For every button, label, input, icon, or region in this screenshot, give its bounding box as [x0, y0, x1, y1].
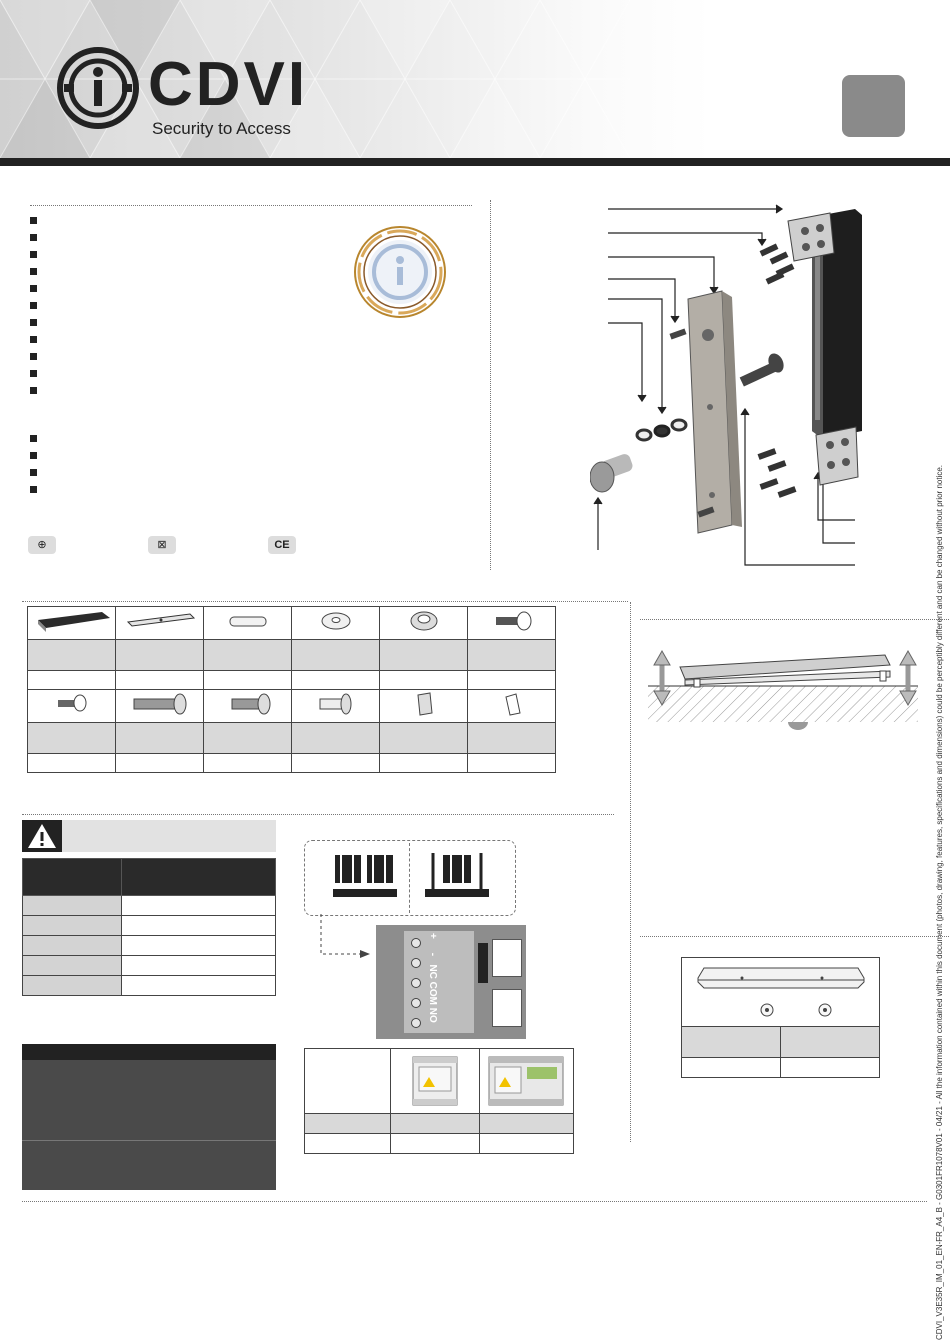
- bullet: [30, 285, 37, 292]
- bullet: [30, 435, 37, 442]
- terminal-com: COM: [427, 981, 438, 1006]
- bullet: [30, 469, 37, 476]
- vertical-divider: [630, 602, 631, 1142]
- power-supply-a-image: [391, 1049, 480, 1114]
- rubber-washer-thumb: [380, 607, 468, 640]
- brand-tagline: Security to Access: [152, 119, 291, 138]
- accessories-table: [27, 606, 556, 773]
- bullet: [30, 251, 37, 258]
- info-panel-header: [22, 1044, 276, 1060]
- bullet: [30, 217, 37, 224]
- armature-thumb: [116, 607, 204, 640]
- bullet: [30, 336, 37, 343]
- info-panel-divider: [22, 1140, 276, 1141]
- jumper-divider: [409, 843, 410, 913]
- bullet: [30, 387, 37, 394]
- exploded-view-diagram: [590, 195, 880, 575]
- terminal-nc: NC: [427, 964, 438, 979]
- terminal-labels: [426, 933, 438, 1023]
- bullet: [30, 234, 37, 241]
- section-divider: [640, 936, 950, 937]
- bullet: [30, 452, 37, 459]
- jumper-block: [478, 943, 488, 983]
- warning-icon: [22, 820, 62, 852]
- section-divider: [22, 601, 628, 602]
- terminal-plus: +: [427, 933, 438, 939]
- quality-seal-icon: [350, 222, 450, 322]
- terminal-board: [376, 925, 526, 1039]
- bullet: [30, 268, 37, 275]
- jumper-setting-b-icon: [425, 849, 489, 901]
- page-header: [0, 0, 950, 158]
- document-reference-note: CDVI_V3E35R_IM_01_EN-FR_A4_B - G0301FR1078V01 - 04/21 - All the information contained within this document (photos, drawing, features, specifications and dimensions) could be perceptibly different and can be changed without prior notice.: [935, 464, 944, 1340]
- bracket-image-frame: [681, 957, 880, 1027]
- adjustment-diagram: [640, 625, 925, 760]
- info-panel: [22, 1044, 276, 1190]
- dashed-arrow: [318, 914, 378, 964]
- connector: [492, 939, 522, 977]
- terminal-screws: [406, 933, 426, 1033]
- jumper-setting-a-icon: [333, 849, 397, 901]
- warning-header: [22, 820, 276, 852]
- section-divider: [22, 814, 614, 815]
- terminal-no: NO: [427, 1007, 438, 1023]
- template-thumb: [468, 690, 556, 723]
- screw-thumb: [468, 607, 556, 640]
- power-supply-table: [304, 1048, 574, 1154]
- weee-bin-icon: ⊠: [148, 536, 176, 554]
- pin-thumb: [204, 607, 292, 640]
- vertical-divider: [490, 200, 491, 570]
- bullet: [30, 319, 37, 326]
- specification-table: [22, 858, 276, 996]
- mounting-plate-thumb: [380, 690, 468, 723]
- magnet-thumb: [28, 607, 116, 640]
- connector: [492, 989, 522, 1027]
- section-divider: [30, 205, 472, 206]
- terminal-minus: -: [427, 952, 438, 957]
- bullet: [30, 370, 37, 377]
- screw-short-thumb: [28, 690, 116, 723]
- washer-thumb: [292, 607, 380, 640]
- bracket-table: [681, 1026, 880, 1078]
- bolt-thumb: [204, 690, 292, 723]
- bullet: [30, 353, 37, 360]
- bullet: [30, 486, 37, 493]
- header-triangle-pattern: [0, 0, 950, 158]
- product-logo-badge: ⊕: [28, 536, 56, 554]
- language-box: [842, 75, 905, 137]
- header-bar: [0, 158, 950, 166]
- bracket-drawing: [682, 958, 879, 1026]
- cdvi-logo-icon: [56, 46, 140, 130]
- power-supply-b-image: [479, 1049, 573, 1114]
- bullet: [30, 302, 37, 309]
- sex-bolt-thumb: [292, 690, 380, 723]
- jumper-options-box: [304, 840, 516, 916]
- brand-name: CDVI: [148, 50, 309, 119]
- section-divider: [640, 619, 950, 620]
- ce-mark: CE: [268, 536, 296, 554]
- section-divider: [22, 1201, 927, 1202]
- long-bolt-thumb: [116, 690, 204, 723]
